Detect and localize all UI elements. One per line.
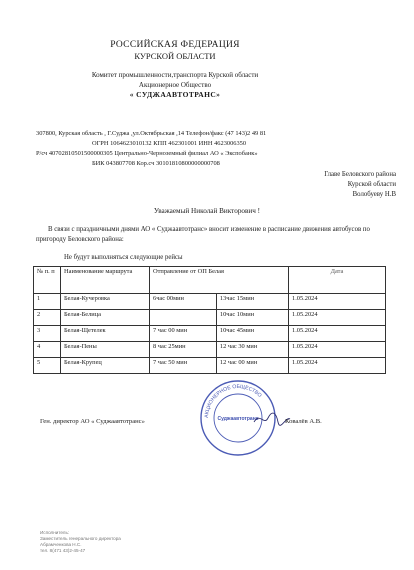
cell-route: Белая-Крупец: [61, 358, 150, 374]
cell-route: Белая-Щетелек: [61, 326, 150, 342]
body-paragraph: В связи с праздничными днями АО « Суджаавтотранс» вносит изменение в расписание движения автобусов по пригороду Беловского района:: [36, 226, 370, 243]
signatory-name: Ковалёв А.В.: [285, 418, 322, 425]
table-header-row: [34, 267, 386, 294]
letterhead-country: РОССИЙСКАЯ ФЕДЕРАЦИЯ: [110, 40, 240, 50]
addressee-line: Главе Беловского района: [324, 171, 396, 178]
signatory-title: Ген. директор АО « Суджаавтотранс»: [40, 418, 145, 425]
letterhead-org-name: « СУДЖААВТОТРАНС»: [129, 90, 221, 99]
addressee-block: [270, 170, 396, 200]
requisites-address: 307800, Курская область , Г.Суджа ,ул.Октябрьская ,14 Телефон/факс (47 143)2 49 81: [36, 130, 267, 137]
cell-date: 1.05.2024: [289, 358, 386, 374]
letterhead-region: КУРСКОЙ ОБЛАСТИ: [134, 51, 216, 61]
salutation: Уважаемый Николай Викторович !: [153, 207, 261, 215]
letter-body: [36, 225, 386, 245]
executor-line: Исполнитель:: [40, 530, 70, 535]
cell-arrival: 12 час 00 мин: [216, 358, 288, 374]
addressee-line: Курской области: [347, 181, 396, 188]
header-departure: Отправление от ОП Белая: [150, 267, 289, 294]
cell-number: 5: [34, 358, 61, 374]
header-date: Дата: [289, 267, 386, 294]
cell-route: Белая-Кучеровка: [61, 294, 150, 310]
cell-number: 4: [34, 342, 61, 358]
table-body: [34, 294, 386, 374]
cell-number: 3: [34, 326, 61, 342]
table-row: [34, 310, 386, 326]
header-number: № п. п: [34, 267, 61, 294]
cell-route: Белая-Пены: [61, 342, 150, 358]
cell-number: 2: [34, 310, 61, 326]
executor-line: тел. 8(471 43)2-45-47: [40, 548, 86, 553]
requisites-bik: БИК 043807708 Кор.сч 30101810800000000708: [92, 160, 220, 167]
cell-departure: [150, 310, 217, 326]
cell-arrival: 13час 15мин: [216, 294, 288, 310]
cell-departure: 8 час 25мин: [150, 342, 217, 358]
cell-departure: 7 час 50 мин: [150, 358, 217, 374]
cell-date: 1.05.2024: [289, 310, 386, 326]
seal-ring-text: АКЦИОНЕРНОЕ ОБЩЕСТВО: [203, 383, 263, 419]
seal-center-text: Суджаавтотранс: [217, 416, 259, 422]
routes-table: [33, 266, 386, 374]
cell-number: 1: [34, 294, 61, 310]
addressee-line: Волобуеву Н.В: [352, 191, 396, 198]
requisites-ogrn: ОГРН 1064623010132 КПП 462301001 ИНН 4623006350: [92, 140, 247, 147]
requisites-account: Р/сч 40702810501500000305 Центрально-Черноземный филиал АО « Экспобанк»: [36, 150, 258, 157]
executor-line: Заместитель генерального директора: [40, 536, 121, 541]
header-route: Наименование маршрута: [61, 267, 150, 294]
cancelled-trips-title: Не будут выполняться следующие рейсы: [64, 254, 183, 261]
table-row: [34, 294, 386, 310]
cell-date: 1.05.2024: [289, 294, 386, 310]
cell-departure: 6час 00мин: [150, 294, 217, 310]
table-row: [34, 326, 386, 342]
letterhead-committee: Комитет промышленности,транспорта Курской области: [91, 71, 259, 79]
cell-arrival: 12 час 30 мин: [216, 342, 288, 358]
cell-arrival: 10час 10мин: [216, 310, 288, 326]
executor-block: [40, 530, 121, 554]
table-row: [34, 342, 386, 358]
cell-date: 1.05.2024: [289, 342, 386, 358]
letterhead-org-type: Акционерное Общество: [138, 81, 212, 89]
cell-date: 1.05.2024: [289, 326, 386, 342]
cell-departure: 7 час 00 мин: [150, 326, 217, 342]
cell-route: Белая-Белица: [61, 310, 150, 326]
executor-line: Абрамченкова Н.С.: [40, 542, 82, 547]
table-row: [34, 358, 386, 374]
cell-arrival: 10час 45мин: [216, 326, 288, 342]
